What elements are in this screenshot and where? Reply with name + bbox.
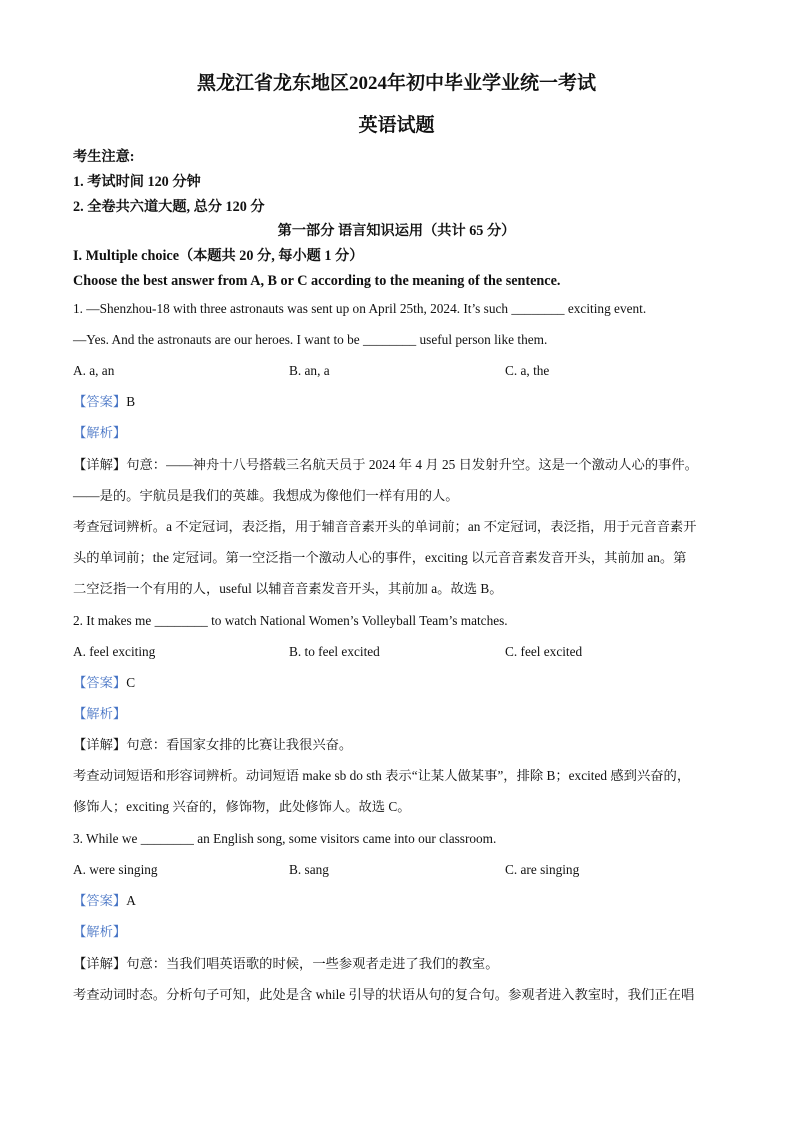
- answer-label: 【答案】: [73, 675, 127, 690]
- question-stem: 3. While we ________ an English song, some visitors came into our classroom.: [73, 831, 497, 846]
- answer-value: B: [126, 394, 136, 409]
- analysis-label: 【解析】: [73, 706, 127, 721]
- option-a: A. a, an: [73, 363, 115, 378]
- question-stem: 2. It makes me ________ to watch National Women’s Volleyball Team’s matches.: [73, 613, 508, 628]
- option-c: C. are singing: [505, 862, 580, 877]
- detail-line: 二空泛指一个有用的人，useful 以辅音音素发音开头，其前加 a。故选 B。: [73, 581, 503, 596]
- detail-line: 考查动词时态。分析句子可知，此处是含 while 引导的状语从句的复合句。参观者进入教室时，我们正在唱: [73, 987, 695, 1002]
- answer-line: [73, 892, 136, 910]
- exam-subtitle: 英语试题: [358, 115, 435, 136]
- detail-line: 【详解】句意：——神舟十八号搭载三名航天员于 2024 年 4 月 25 日发射升空。这是一个激动人心的事件。: [73, 457, 698, 472]
- notice-heading: 考生注意:: [73, 149, 135, 165]
- question-stem: —Yes. And the astronauts are our heroes. I want to be ________ useful person like them.: [73, 332, 548, 347]
- option-b: B. sang: [289, 862, 329, 877]
- question-stem: 1. —Shenzhou-18 with three astronauts was sent up on April 25th, 2024. It’s such ________ exciting event.: [73, 301, 647, 316]
- option-c: C. a, the: [505, 363, 550, 378]
- answer-label: 【答案】: [73, 394, 127, 409]
- answer-value: A: [126, 893, 136, 908]
- option-b: B. an, a: [289, 363, 330, 378]
- option-a: A. feel exciting: [73, 644, 156, 659]
- detail-label: 【详解】: [73, 457, 127, 472]
- detail-line: 【详解】句意：看国家女排的比赛让我很兴奋。: [73, 737, 353, 752]
- section-instruction: Choose the best answer from A, B or C according to the meaning of the sentence.: [73, 273, 561, 289]
- notice-item-2: 2. 全卷共六道大题, 总分 120 分: [73, 199, 265, 215]
- detail-label: 【详解】: [73, 737, 127, 752]
- detail-line: 修饰人；exciting 兴奋的，修饰物，此处修饰人。故选 C。: [73, 799, 411, 814]
- option-a: A. were singing: [73, 862, 158, 877]
- detail-line: ——是的。宇航员是我们的英雄。我想成为像他们一样有用的人。: [73, 488, 459, 503]
- detail-line: 考查动词短语和形容词辨析。动词短语 make sb do sth 表示“让某人做某事”，排除 B；excited 感到兴奋的，: [73, 768, 691, 783]
- detail-line: 头的单词前；the 定冠词。第一空泛指一个激动人心的事件，exciting 以元音音素发音开头，其前加 an。第: [73, 550, 687, 565]
- analysis-label: 【解析】: [73, 425, 127, 440]
- answer-label: 【答案】: [73, 893, 127, 908]
- detail-line: 【详解】句意：当我们唱英语歌的时候，一些参观者走进了我们的教室。: [73, 956, 499, 971]
- analysis-label: 【解析】: [73, 924, 127, 939]
- section-title: I. Multiple choice（本题共 20 分, 每小题 1 分）: [73, 248, 364, 264]
- part-title: 第一部分 语言知识运用（共计 65 分）: [277, 223, 516, 239]
- exam-title: 黑龙江省龙东地区2024年初中毕业学业统一考试: [196, 73, 596, 94]
- option-b: B. to feel excited: [289, 644, 380, 659]
- option-c: C. feel excited: [505, 644, 583, 659]
- detail-line: 考查冠词辨析。a 不定冠词，表泛指，用于辅音音素开头的单词前；an 不定冠词，表泛指，用于元音音素开: [73, 519, 697, 534]
- detail-label: 【详解】: [73, 956, 127, 971]
- notice-item-1: 1. 考试时间 120 分钟: [73, 174, 201, 190]
- answer-value: C: [126, 675, 136, 690]
- answer-line: [73, 674, 135, 692]
- answer-line: [73, 393, 135, 411]
